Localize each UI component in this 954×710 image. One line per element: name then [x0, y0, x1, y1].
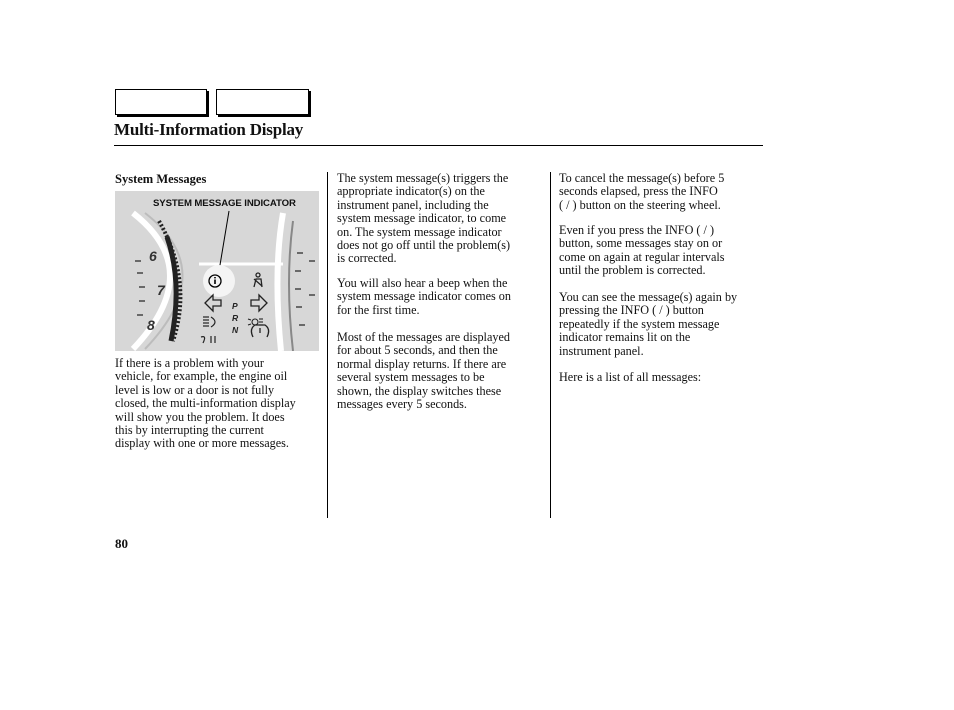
indicator-highlight	[203, 265, 235, 297]
gear-letter-r: R	[232, 313, 239, 323]
col2-paragraph-1: The system message(s) triggers the appropriate indicator(s) on the instrument panel, including the system message indicator, to come on. The system message indicator does not go off until the problem(s) is corrected.	[337, 171, 511, 266]
instrument-panel-illustration	[115, 191, 319, 351]
col2-paragraph-3: Most of the messages are displayed for about 5 seconds, and then the normal display returns. If there are several system messages to be shown, the display switches these messages every 5 seconds.	[337, 330, 510, 412]
figure-caption: SYSTEM MESSAGE INDICATOR	[153, 198, 296, 209]
column-divider-1	[327, 172, 328, 518]
right-gauge-ticks	[295, 253, 315, 325]
col2-paragraph-2: You will also hear a beep when the system message indicator comes on for the first time.	[337, 276, 511, 317]
gear-letter-p: P	[232, 301, 238, 311]
col3-paragraph-1: To cancel the message(s) before 5 seconds elapsed, press the INFO ( / ) button on the steering wheel.	[559, 171, 725, 212]
gauge-number-6: 6	[149, 248, 157, 264]
right-gauge-bezel	[277, 213, 283, 351]
section-heading: System Messages	[115, 172, 207, 186]
page-title: Multi-Information Display	[114, 120, 304, 139]
col1-paragraph-1: If there is a problem with your vehicle, for example, the engine oil level is low or a door is not fully closed, the multi-information display will show you the problem. It does this by interrupting the current display with one or more messages.	[115, 356, 296, 451]
left-turn-signal-icon	[205, 295, 221, 311]
gauge-number-8: 8	[147, 317, 155, 333]
col3-paragraph-3: You can see the message(s) again by pressing the INFO ( / ) button repeatedly if the system message indicator remains lit on the instrument panel.	[559, 290, 738, 358]
high-beam-icon	[203, 317, 215, 327]
instrument-panel-figure	[115, 191, 319, 351]
section-tab-1[interactable]	[115, 89, 207, 115]
gauge-tick-marks	[135, 261, 145, 315]
right-gauge-ring	[289, 221, 293, 351]
title-divider	[114, 145, 763, 146]
section-tab-2[interactable]	[216, 89, 309, 115]
tire-pressure-icon	[251, 325, 268, 337]
gear-letter-n: N	[232, 325, 239, 335]
gauge-number-7: 7	[157, 282, 165, 298]
col3-paragraph-2: Even if you press the INFO ( / ) button, some messages stay on or come on again at regular intervals until the problem is corrected.	[559, 223, 725, 278]
page-number: 80	[115, 536, 128, 551]
column-divider-2	[550, 172, 551, 518]
seatbelt-icon	[254, 273, 262, 287]
right-turn-signal-icon	[251, 295, 267, 311]
bottom-indicator-icons	[201, 336, 215, 343]
parking-lights-icon	[248, 319, 263, 325]
col3-paragraph-4: Here is a list of all messages:	[559, 370, 702, 384]
